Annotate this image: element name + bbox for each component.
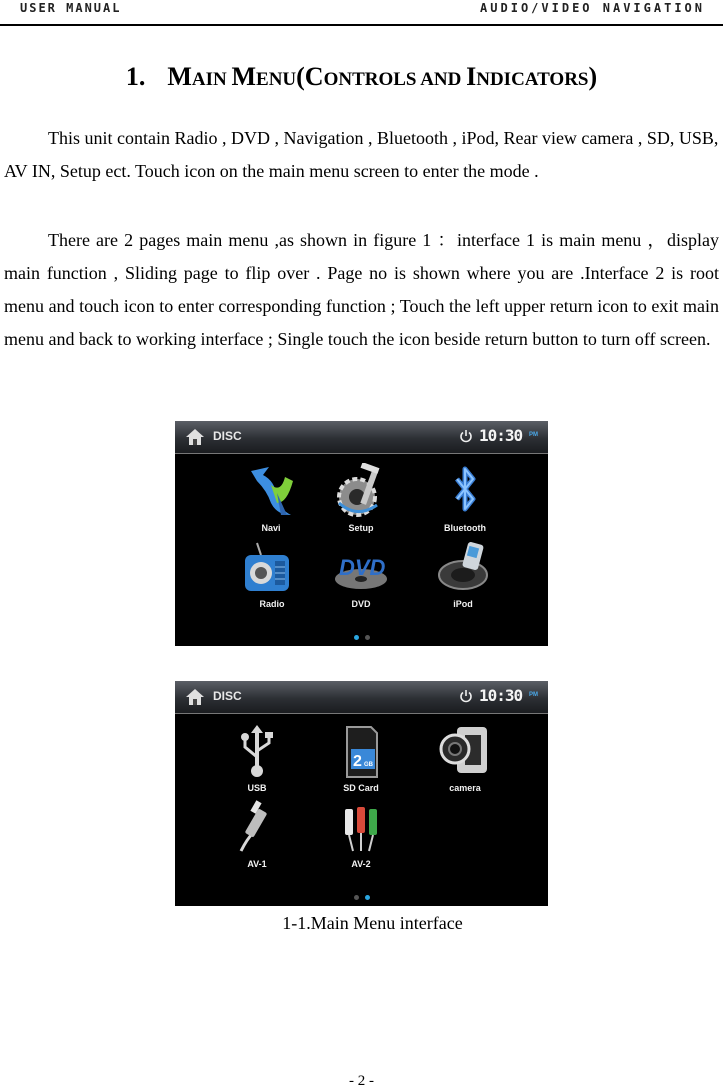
title-part: M (167, 62, 192, 91)
power-icon[interactable] (459, 689, 473, 703)
page-header (0, 0, 723, 26)
app-label: iPod (453, 599, 473, 609)
app-av2[interactable] (321, 799, 401, 869)
title-part: M (231, 62, 257, 91)
power-icon[interactable] (459, 429, 473, 443)
app-sd-card[interactable] (321, 723, 401, 793)
app-setup[interactable] (321, 463, 401, 533)
app-navi[interactable] (231, 463, 311, 533)
page-dot-active[interactable] (365, 895, 370, 900)
main-menu-screenshot-page-1 (175, 421, 548, 646)
page-dot[interactable] (354, 895, 359, 900)
usb-icon (227, 723, 287, 781)
app-label: AV-1 (247, 859, 267, 869)
page-dot-active[interactable] (354, 635, 359, 640)
title-part: AIN (191, 69, 232, 90)
app-camera[interactable] (425, 723, 505, 793)
clock-time: 10:30 (479, 686, 523, 705)
sd-card-icon (331, 723, 391, 781)
description-paragraph (4, 224, 719, 356)
title-part: (C (296, 62, 324, 91)
app-label: Radio (259, 599, 285, 609)
title-part: NDICATORS (476, 69, 589, 90)
ipod-icon (433, 539, 493, 597)
app-ipod[interactable] (423, 539, 503, 609)
title-part: ENU (256, 69, 297, 90)
app-label: Bluetooth (444, 523, 486, 533)
camera-icon (435, 723, 495, 781)
app-av1[interactable] (217, 799, 297, 869)
home-icon[interactable] (184, 687, 206, 707)
dvd-icon (331, 539, 391, 597)
section-number: 1. (125, 62, 146, 91)
title-part: ) (588, 62, 598, 91)
intro-paragraph (4, 122, 719, 188)
app-label: Setup (348, 523, 374, 533)
home-icon[interactable] (184, 427, 206, 447)
description-text: There are 2 pages main menu ,as shown in figure 1 ：interface 1 is main menu ，display main function , Sliding page to flip over . Page no is shown where you are .Interface 2 is root menu and touch icon to enter corresponding function ; Touch the left upper return icon to exit main menu and back to working interface ; Single touch the icon beside return button to turn off screen. (4, 230, 719, 349)
figure-caption: 1-1.Main Menu interface (282, 913, 463, 933)
app-label: USB (247, 783, 267, 793)
main-menu-screenshot-page-2 (175, 681, 548, 906)
setup-icon (331, 463, 391, 521)
mode-label: DISC (213, 429, 242, 443)
sd-card-capacity: 2 (353, 753, 362, 770)
page-indicator (175, 887, 548, 905)
page-indicator (175, 627, 548, 645)
mode-label: DISC (213, 689, 242, 703)
av1-icon (227, 799, 287, 857)
header-right-text: AUDIO/VIDEO NAVIGATION (480, 1, 705, 15)
app-label: AV-2 (351, 859, 371, 869)
radio-icon (237, 539, 297, 597)
bluetooth-icon (435, 463, 495, 521)
svg-text:DVD: DVD (339, 555, 386, 580)
title-part: I (466, 62, 477, 91)
status-bar (175, 681, 548, 714)
app-dvd[interactable] (321, 539, 401, 609)
app-bluetooth[interactable] (425, 463, 505, 533)
header-left-text: USER MANUAL (20, 1, 122, 15)
title-part: ONTROLS AND (323, 69, 467, 90)
app-label: DVD (351, 599, 371, 609)
app-label: camera (449, 783, 481, 793)
status-bar (175, 421, 548, 454)
app-label: SD Card (343, 783, 379, 793)
clock-time: 10:30 (479, 426, 523, 445)
app-usb[interactable] (217, 723, 297, 793)
page-dot[interactable] (365, 635, 370, 640)
navi-icon (241, 463, 301, 521)
clock-ampm: PM (529, 692, 538, 698)
sd-card-unit: GB (364, 762, 373, 768)
clock-ampm: PM (529, 432, 538, 438)
app-radio[interactable] (227, 539, 307, 609)
intro-text: This unit contain Radio , DVD , Navigation , Bluetooth , iPod, Rear view camera , SD, USB, AV IN, Setup ect. Touch icon on the main menu screen to enter the mode . (4, 128, 719, 181)
app-label: Navi (261, 523, 281, 533)
section-title (0, 62, 723, 92)
page-number: - 2 - (349, 1073, 374, 1089)
av2-icon (331, 799, 391, 857)
